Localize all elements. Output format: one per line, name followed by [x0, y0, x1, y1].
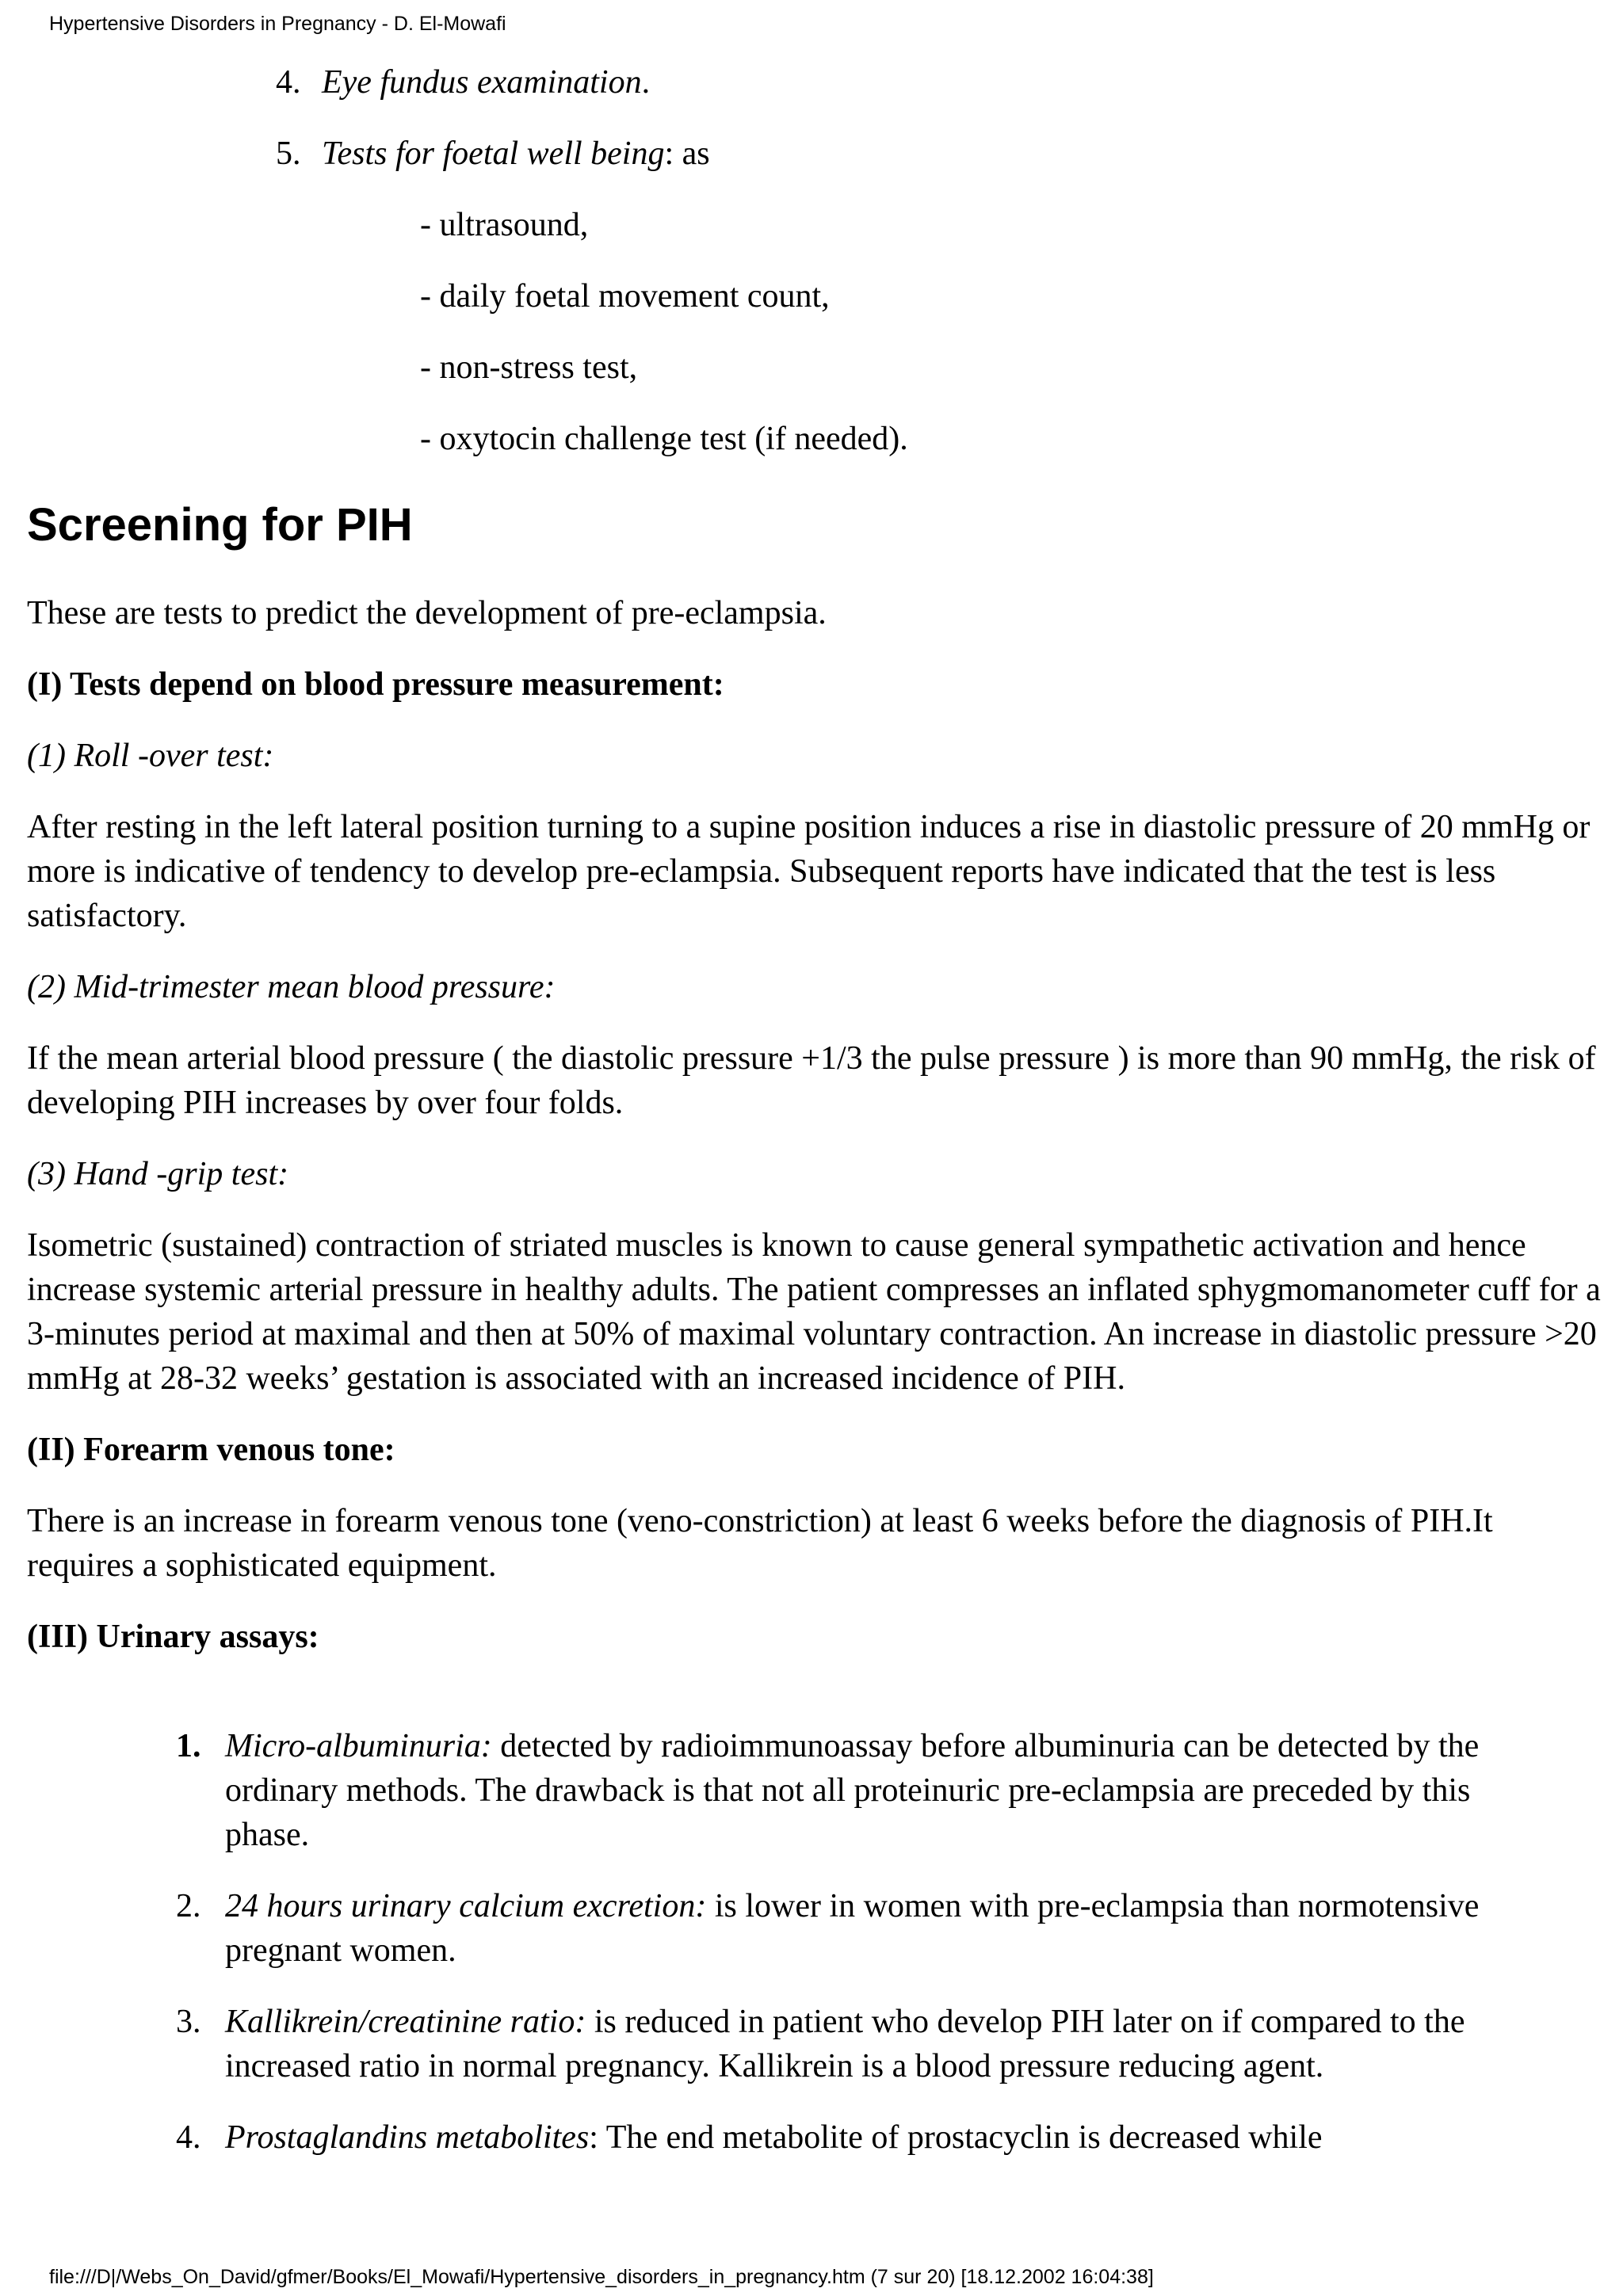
test3-paragraph: Isometric (sustained) contraction of striated muscles is known to cause general sympathetic activation and hence increase systemic arterial pressure in healthy adults. The patient compresses an inflated sphygmomanometer cuff for a 3-minutes period at maximal and then at 50% of maximal voluntary contraction. An increase in diastolic pressure >20 mmHg at 28-32 weeks’ gestation is associated with an increased incidence of PIH. — [27, 1227, 1601, 1397]
part2-heading: (II) Forearm venous tone: — [27, 1432, 395, 1468]
list-item — [176, 2115, 1523, 2160]
exam-list — [276, 60, 710, 203]
main-content — [27, 591, 1604, 1686]
foetal-test-item: - non-stress test, — [420, 349, 638, 386]
list-item-text: is reduced in patient who develop PIH later on if compared to the increased ratio in normal pregnancy. Kallikrein is a blood pressure reducing agent. — [225, 2004, 1465, 2084]
test2-title: (2) Mid-trimester mean blood pressure: — [27, 969, 556, 1005]
list-item-title: Kallikrein/creatinine ratio: — [225, 2004, 586, 2040]
part1-heading: (I) Tests depend on blood pressure measurement: — [27, 666, 724, 703]
list-item — [176, 1724, 1523, 1857]
part3-heading: (III) Urinary assays: — [27, 1619, 319, 1655]
list-item — [176, 1884, 1523, 1973]
list-number: 4. — [276, 64, 301, 101]
test2-paragraph: If the mean arterial blood pressure ( the diastolic pressure +1/3 the pulse pressure ) is more than 90 mmHg, the risk of developing PIH increases by over four folds. — [27, 1040, 1596, 1121]
list-number: 5. — [276, 135, 301, 172]
section-heading: Screening for PIH — [27, 499, 413, 551]
foetal-test-item: - daily foetal movement count, — [420, 278, 830, 315]
list-item-text: is lower in women with pre-eclampsia than normotensive pregnant women. — [225, 1888, 1480, 1969]
foetal-test-item: - ultrasound, — [420, 207, 589, 243]
list-item-suffix: . — [641, 64, 651, 101]
list-item-title: Micro-albuminuria: — [225, 1728, 492, 1764]
list-number: 1. — [176, 1728, 201, 1764]
test1-title: (1) Roll -over test: — [27, 738, 274, 774]
list-item-title: Prostaglandins metabolites — [225, 2119, 590, 2156]
list-item — [276, 132, 710, 176]
test3-title: (3) Hand -grip test: — [27, 1156, 289, 1192]
list-item — [276, 60, 710, 105]
list-number: 3. — [176, 2004, 201, 2040]
part2-paragraph: There is an increase in forearm venous tone (veno-constriction) at least 6 weeks before the diagnosis of PIH.It requires a sophisticated equipment. — [27, 1503, 1493, 1584]
list-item-title: 24 hours urinary calcium excretion: — [225, 1888, 707, 1924]
list-item-title: Tests for foetal well being — [322, 135, 665, 172]
page-header: Hypertensive Disorders in Pregnancy - D. El-Mowafi — [49, 13, 506, 35]
list-item-title: Eye fundus examination — [322, 64, 642, 101]
list-item-suffix: : as — [664, 135, 710, 172]
list-item-text: detected by radioimmunoassay before albuminuria can be detected by the ordinary methods. The drawback is that not all proteinuric pre-eclampsia are preceded by this phase. — [225, 1728, 1480, 1853]
list-item-text: : The end metabolite of prostacyclin is decreased while — [589, 2119, 1323, 2156]
test1-paragraph: After resting in the left lateral position turning to a supine position induces a rise in diastolic pressure of 20 mmHg or more is indicative of tendency to develop pre-eclampsia. Subsequent reports have indicated that the test is less satisfactory. — [27, 809, 1591, 934]
list-item — [176, 2000, 1523, 2088]
page-footer: file:///D|/Webs_On_David/gfmer/Books/El_Mowafi/Hypertensive_disorders_in_pregnancy.htm (7 sur 20) [18.12.2002 16:04:38] — [49, 2266, 1154, 2288]
intro-paragraph: These are tests to predict the development of pre-eclampsia. — [27, 595, 827, 631]
foetal-tests-list — [420, 203, 908, 488]
list-number: 4. — [176, 2119, 201, 2156]
urinary-assays-list — [176, 1724, 1523, 2187]
list-number: 2. — [176, 1888, 201, 1924]
foetal-test-item: - oxytocin challenge test (if needed). — [420, 421, 908, 457]
